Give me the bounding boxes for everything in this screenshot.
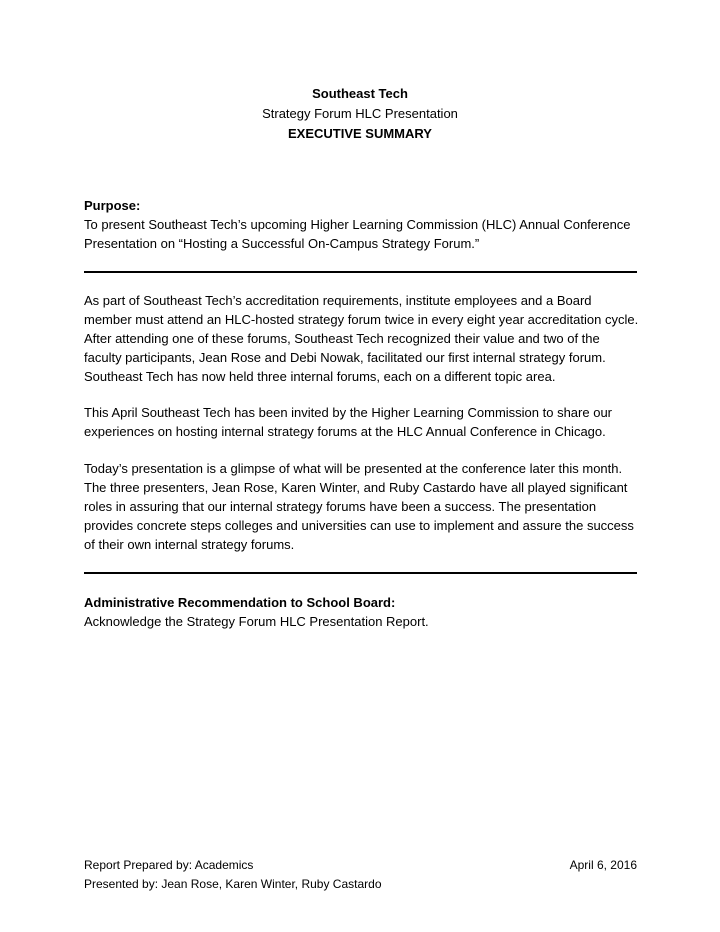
organization-name: Southeast Tech — [312, 86, 408, 101]
divider-bottom — [84, 572, 637, 574]
recommendation-label: Administrative Recommendation to School Board: — [84, 595, 396, 610]
recommendation-section — [84, 593, 639, 631]
document-type: EXECUTIVE SUMMARY — [288, 126, 432, 141]
report-date: April 6, 2016 — [569, 858, 637, 872]
document-subtitle: Strategy Forum HLC Presentation — [262, 106, 458, 121]
body-paragraph-3: Today’s presentation is a glimpse of what will be presented at the conference later this month. The three presenters, Jean Rose, Karen Winter, and Ruby Castardo have all played significant roles in assuring that our internal strategy forums have been a success. The presentation provides concrete steps colleges and universities can use to implement and assure the success of their own internal strategy forums. — [84, 461, 634, 552]
recommendation-text: Acknowledge the Strategy Forum HLC Presentation Report. — [84, 614, 429, 629]
document-footer — [84, 856, 637, 894]
purpose-section — [84, 196, 639, 253]
document-header — [0, 84, 720, 144]
body-paragraph-1: As part of Southeast Tech’s accreditation requirements, institute employees and a Board member must attend an HLC-hosted strategy forum twice in every eight year accreditation cycle. After attending one of these forums, Southeast Tech recognized their value and two of the faculty participants, Jean Rose and Debi Nowak, facilitated our first internal strategy forum. Southeast Tech has now held three internal forums, each on a different topic area. — [84, 293, 639, 384]
footer-row — [84, 856, 637, 875]
divider-top — [84, 271, 637, 273]
purpose-label: Purpose: — [84, 198, 141, 213]
presented-by: Presented by: Jean Rose, Karen Winter, Ruby Castardo — [84, 877, 382, 891]
body-paragraph-2: This April Southeast Tech has been invited by the Higher Learning Commission to share our experiences on hosting internal strategy forums at the HLC Annual Conference in Chicago. — [84, 405, 612, 439]
prepared-by: Report Prepared by: Academics — [84, 858, 254, 872]
purpose-text: To present Southeast Tech’s upcoming Higher Learning Commission (HLC) Annual Conference Presentation on “Hosting a Successful On-Campus Strategy Forum.” — [84, 217, 631, 251]
